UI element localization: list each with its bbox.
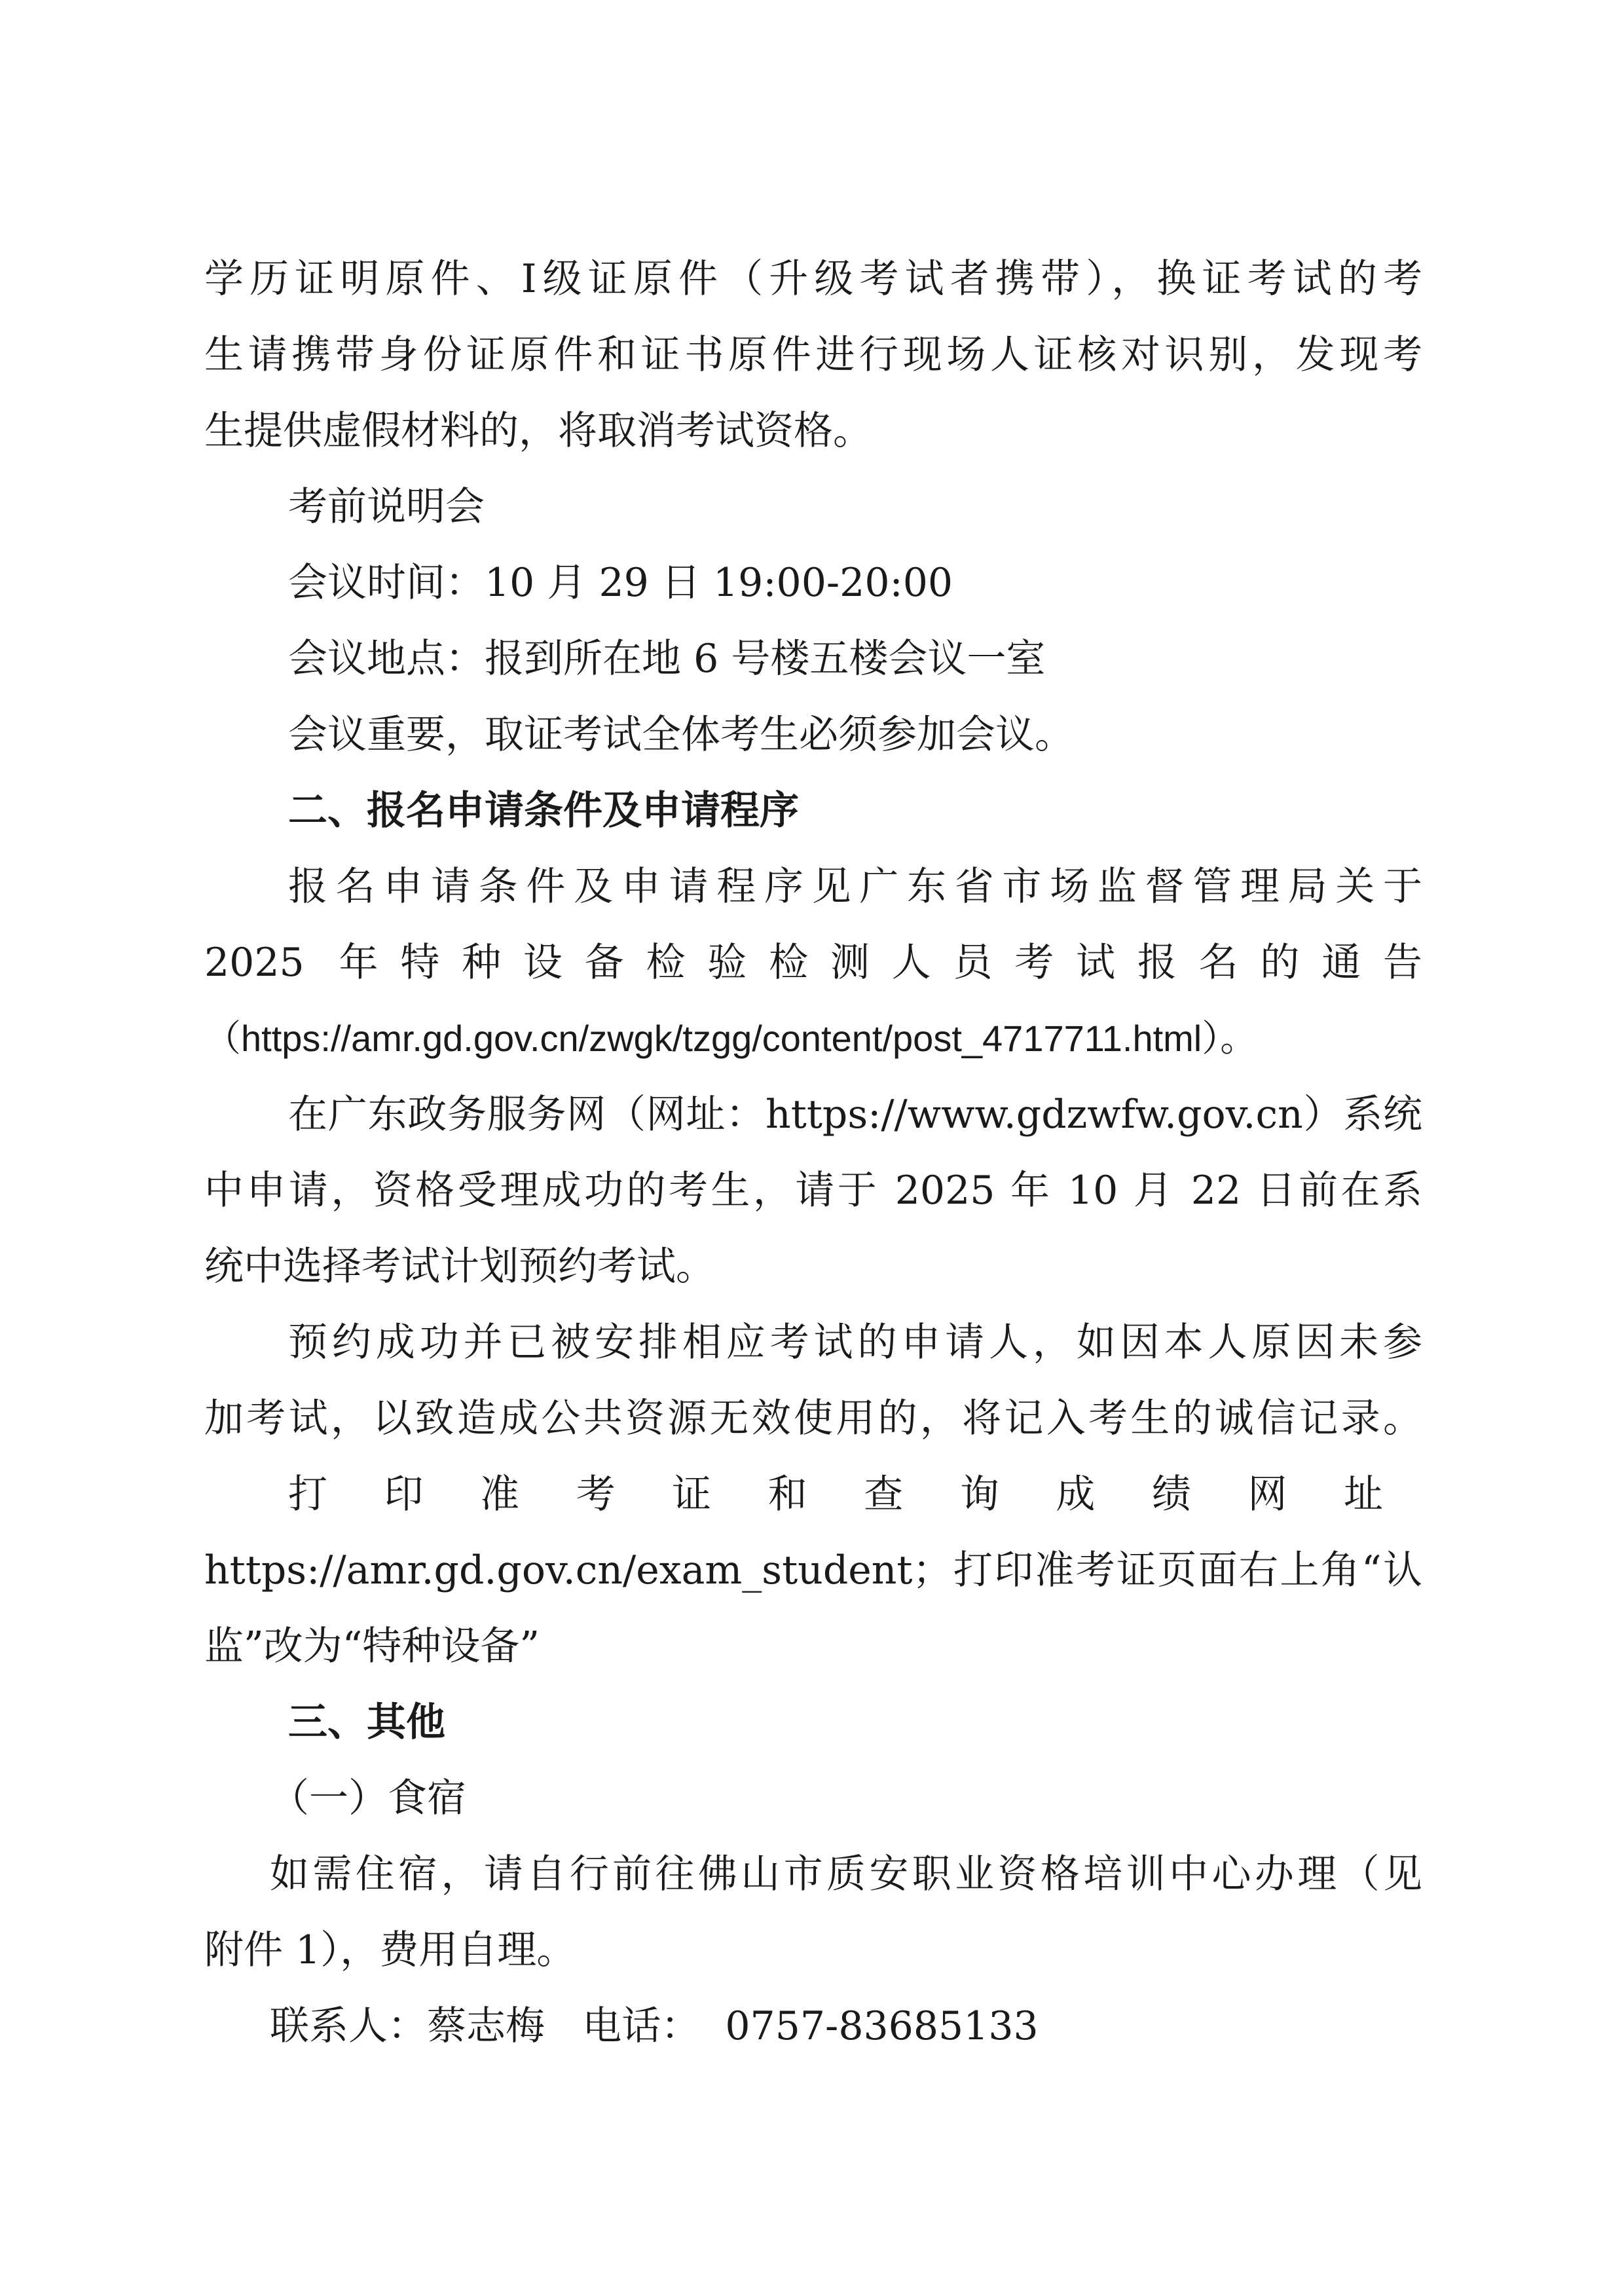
paragraph-line: 监”改为“特种设备” bbox=[204, 1623, 540, 1669]
paragraph-line: 如需住宿，请自行前往佛山市质安职业资格培训中心办理（见 bbox=[270, 1851, 1422, 1897]
section-heading: 三、其他 bbox=[288, 1699, 445, 1745]
paragraph-line: 生提供虚假材料的，将取消考试资格。 bbox=[204, 408, 872, 454]
notice-url: （https://amr.gd.gov.cn/zwgk/tzgg/content/post_4717711.html）。 bbox=[204, 1018, 1257, 1059]
paragraph-line: 加考试，以致造成公共资源无效使用的，将记入考生的诚信记录。 bbox=[204, 1396, 1422, 1441]
paragraph-line: 预约成功并已被安排相应考试的申请人，如因本人原因未参 bbox=[288, 1320, 1422, 1365]
meeting-time: 会议时间：10 月 29 日 19:00-20:00 bbox=[288, 560, 953, 606]
paragraph-line: 2025 年特种设备检验检测人员考试报名的通告 bbox=[204, 940, 1422, 986]
paragraph-line: 报名申请条件及申请程序见广东省市场监督管理局关于 bbox=[288, 864, 1422, 910]
subsection-heading: （一）食宿 bbox=[270, 1775, 466, 1821]
section-heading: 二、报名申请条件及申请程序 bbox=[288, 788, 799, 834]
exam-url-line: https://amr.gd.gov.cn/exam_student；打印准考证页面右上角“认 bbox=[204, 1547, 1422, 1593]
contact-line: 联系人：蔡志梅 电话： 0757-83685133 bbox=[270, 2003, 1039, 2049]
paragraph-line: 附件 1），费用自理。 bbox=[204, 1927, 576, 1973]
meeting-note: 会议重要，取证考试全体考生必须参加会议。 bbox=[288, 712, 1074, 758]
section-subtitle: 考前说明会 bbox=[288, 484, 485, 530]
paragraph-line: 中申请，资格受理成功的考生，请于 2025 年 10 月 22 日前在系 bbox=[204, 1168, 1422, 1213]
paragraph-line: 学历证明原件、Ⅰ级证原件（升级考试者携带），换证考试的考 bbox=[204, 256, 1422, 302]
paragraph-line: 生请携带身份证原件和证书原件进行现场人证核对识别，发现考 bbox=[204, 332, 1422, 378]
paragraph-line: 统中选择考试计划预约考试。 bbox=[204, 1244, 715, 1289]
paragraph-line: 打印准考证和查询成绩网址 bbox=[288, 1472, 1422, 1517]
paragraph-line: 在广东政务服务网（网址：https://www.gdzwfw.gov.cn）系统 bbox=[288, 1092, 1422, 1138]
meeting-location: 会议地点：报到所在地 6 号楼五楼会议一室 bbox=[288, 636, 1046, 682]
